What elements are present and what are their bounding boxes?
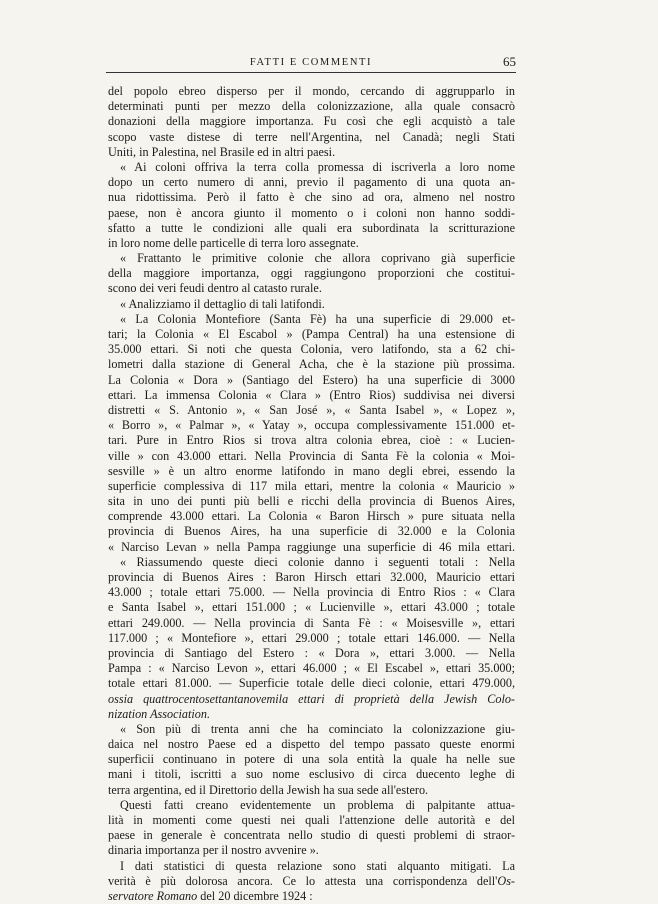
- text-line: scono dei veri feudi dentro al catasto rurale.: [108, 281, 322, 296]
- text-line: determinati punti per mezzo della colonizzazione, alla quale consacrò: [108, 99, 515, 114]
- text-line: daica nel nostro Paese ed a dispetto del tempo passato queste enormi: [108, 737, 515, 752]
- text-line: donazioni della maggiore importanza. Fu così che egli acquistò a tale: [108, 114, 515, 129]
- text-line: scopo vaste distese di terre nell'Argentina, nel Canadà; negli Stati: [108, 129, 515, 144]
- text-line: « Ai coloni offriva la terra colla promessa di iscriverla a loro nome: [120, 159, 515, 174]
- text-line: nization Association.: [108, 706, 211, 721]
- text-line: ville » con 43.000 ettari. Nella Provincia di Santa Fè la colonia « Moi-: [108, 448, 515, 463]
- text-line: paese in generale è concentrata nello studio di questi problemi di straor-: [108, 828, 515, 843]
- text-line: provincia di Santiago del Estero : « Dora », ettari 3.000. — Nella: [108, 645, 515, 660]
- text-line: provincia di Buenos Aires, ha una superficie di 32.000 e la Colonia: [108, 524, 515, 539]
- text-line: « Borro », « Palmar », « Yatay », occupa complessivamente 151.000 et-: [108, 418, 515, 433]
- text-line: 35.000 ettari. Si noti che questa Colonia, vero latifondo, sta a 62 chi-: [108, 342, 515, 357]
- text-line: e Santa Isabel », ettari 151.000 ; « Lucienville », ettari 43.000 ; totale: [108, 600, 515, 615]
- body-text: [108, 84, 515, 904]
- text-line: « Narciso Levan » nella Pampa raggiunge una superficie di 46 mila ettari.: [108, 539, 515, 554]
- text-line: del popolo ebreo disperso per il mondo, cercando di aggrupparlo in: [108, 84, 515, 98]
- text-line: tari. Pure in Entro Rios si trova altra colonia ebrea, cioè : « Lucien-: [108, 433, 515, 448]
- text-line: tari; la Colonia « El Escabol » (Pampa Central) ha una estensione di: [108, 327, 515, 341]
- text-line: 43.000 ; totale ettari 75.000. — Nella provincia di Entro Rios : « Clara: [108, 585, 515, 600]
- page-number: 65: [503, 54, 516, 69]
- text-line: verità è più dolorosa ancora. Ce lo attesta una corrispondenza dell'Os-: [108, 873, 515, 888]
- text-line: « La Colonia Montefiore (Santa Fè) ha una superficie di 29.000 et-: [120, 311, 515, 326]
- text-line: Pampa : « Narciso Levon », ettari 46.000 ; « El Escabel », ettari 35.000;: [108, 661, 515, 676]
- text-line: ettari 249.000. — Nella provincia di Santa Fè : « Moisesville », ettari: [108, 615, 515, 630]
- header-rule: [106, 72, 516, 73]
- text-line: nua ridottissima. Però il fatto è che sino ad ora, almeno nel nostro: [108, 190, 515, 205]
- text-line: comprende 43.000 ettari. La Colonia « Baron Hirsch » pure situata nella: [108, 509, 515, 524]
- text-line: ossia quattrocentosettantanovemila ettari di proprietà della Jewish Colo-: [108, 691, 515, 706]
- text-line: della maggiore importanza, oggi raggiungono proporzioni che costitui-: [108, 266, 515, 281]
- text-line: sesville » è un altro enorme latifondo in mano degli ebrei, essendo la: [108, 463, 515, 478]
- text-line: sita in uno dei punti più belli e ricchi della provincia di Buenos Aires,: [108, 494, 515, 509]
- text-line: dopo un certo numero di anni, previo il pagamento di una quota an-: [108, 175, 515, 190]
- text-line: Questi fatti creano evidentemente un problema di palpitante attua-: [120, 797, 515, 812]
- text-line: I dati statistici di questa relazione sono stati alquanto mitigati. La: [120, 858, 515, 873]
- text-line: totale ettari 81.000. — Superficie totale delle dieci colonie, ettari 479.000,: [108, 676, 515, 691]
- text-line: « Riassumendo queste dieci colonie danno i seguenti totali : Nella: [120, 554, 515, 569]
- text-line: « Son più di trenta anni che ha cominciato la colonizzazione giu-: [120, 721, 515, 736]
- text-line: superficii continuano in potere di una sola entità la quale ha nelle sue: [108, 752, 515, 767]
- text-line: superficie complessiva di 117 mila ettari, mentre la colonia « Mauricio »: [108, 478, 515, 493]
- running-header: [106, 54, 516, 72]
- running-title: FATTI E COMMENTI: [249, 57, 373, 68]
- text-line: « Frattanto le primitive colonie che allora coprivano già superficie: [120, 251, 515, 266]
- text-line: distretti « S. Antonio », « San José », « Santa Isabel », « Lopez »,: [108, 402, 515, 417]
- text-line: dinaria importanza per il nostro avvenire ».: [108, 843, 319, 858]
- text-line: lità in momenti come questi nei quali l'attenzione delle autorità e del: [108, 813, 515, 827]
- text-line: provincia di Buenos Aires : Baron Hirsch ettari 32.000, Mauricio ettari: [108, 570, 515, 584]
- text-line: ettari. La immensa Colonia « Clara » (Entro Rios) suddivisa nei diversi: [108, 387, 515, 402]
- text-line: Uniti, in Palestina, nel Brasile ed in altri paesi.: [108, 144, 336, 159]
- text-line: lometri dalla stazione di General Acha, che è la stazione più prossima.: [108, 357, 515, 372]
- text-line: paese, non è ancora giunto il momento o i coloni non hanno soddi-: [108, 205, 515, 220]
- text-line: 117.000 ; « Montefiore », ettari 29.000 ; totale ettari 146.000. — Nella: [108, 630, 515, 645]
- text-line: « Analizziamo il dettaglio di tali latifondi.: [120, 296, 325, 311]
- text-line: La Colonia « Dora » (Santiago del Estero) ha una superficie di 3000: [108, 372, 515, 387]
- text-line: in loro nome delle particelle di terra loro assegnate.: [108, 235, 359, 250]
- text-line: mani i titoli, iscritti a suo nome esclusivo di circa duecento leghe di: [108, 767, 515, 782]
- text-line: sfatto a tutte le condizioni alle quali era subordinata la scritturazione: [108, 220, 515, 235]
- text-line: servatore Romano del 20 dicembre 1924 :: [108, 888, 313, 903]
- text-line: terra argentina, ed il Direttorio della Jewish ha sua sede all'estero.: [108, 782, 429, 797]
